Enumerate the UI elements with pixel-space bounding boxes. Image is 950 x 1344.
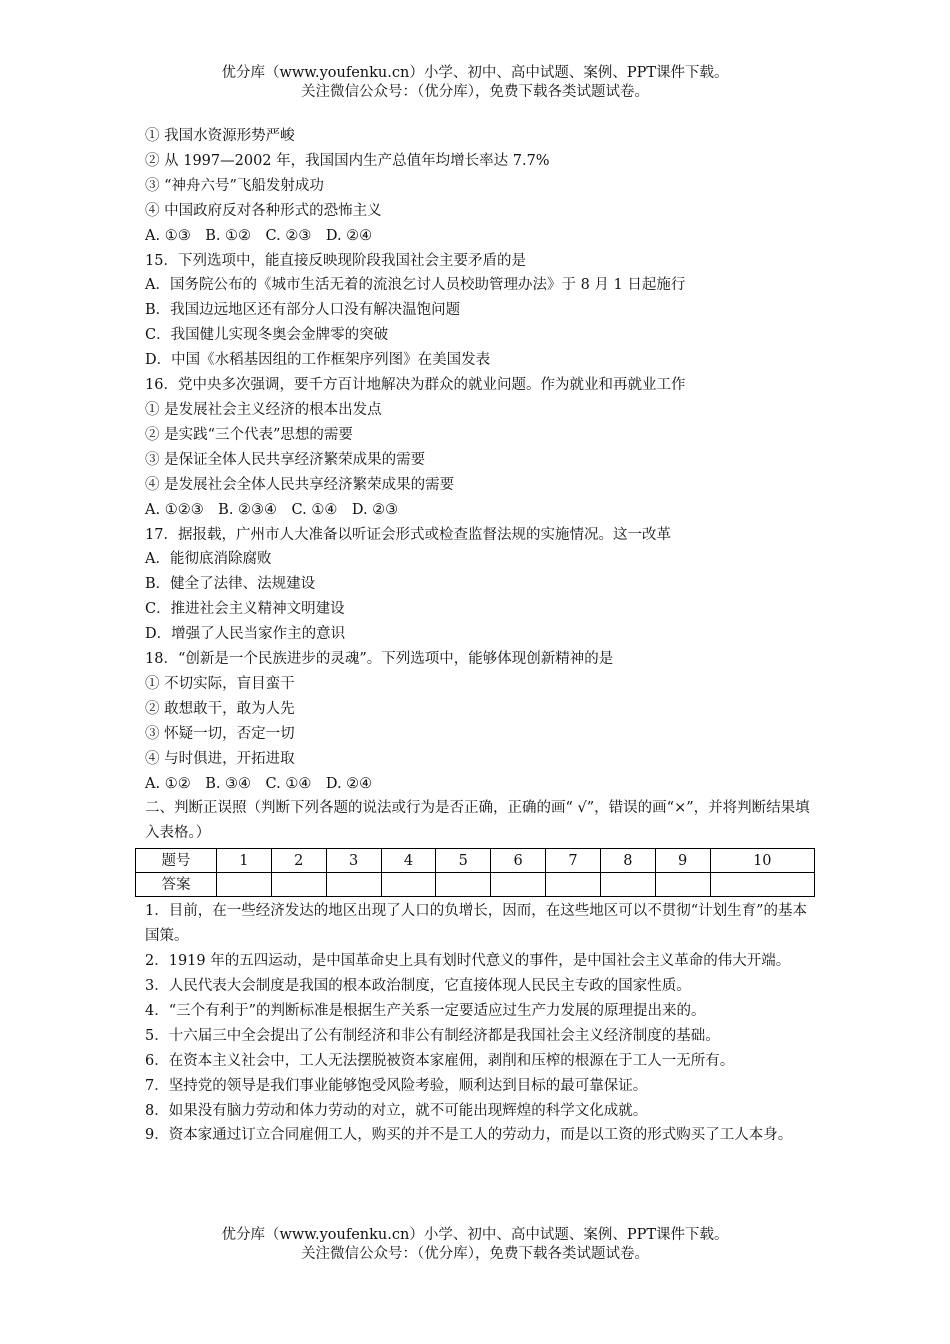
judgment-statement: 2．1919 年的五四运动，是中国革命史上具有划时代意义的事件，是中国社会主义革命的伟大开端。 xyxy=(145,953,791,970)
q15-option: D．中国《水稻基因组的工作框架序列图》在美国发表 xyxy=(145,352,491,369)
q17-option: A．能彻底消除腐败 xyxy=(145,551,272,568)
q14-item: ② 从 1997—2002 年，我国国内生产总值年均增长率达 7.7% xyxy=(145,152,550,169)
answer-cell[interactable] xyxy=(655,873,710,897)
q15-option: A．国务院公布的《城市生活无着的流浪乞讨人员校助管理办法》于 8 月 1 日起施行 xyxy=(145,277,686,294)
judgment-statement: 8．如果没有脑力劳动和体力劳动的对立，就不可能出现辉煌的科学文化成就。 xyxy=(145,1102,648,1119)
question-number-cell: 4 xyxy=(381,849,436,873)
question-number-cell: 5 xyxy=(436,849,491,873)
table-row-label: 题号 xyxy=(136,849,217,873)
q15-option: C．我国健儿实现冬奥会金牌零的突破 xyxy=(145,327,389,344)
q16-item: ① 是发展社会主义经济的根本出发点 xyxy=(145,401,382,418)
q14-choices: A. ①③ B. ①② C. ②③ D. ②④ xyxy=(145,227,373,244)
judgment-statement: 1．目前，在一些经济发达的地区出现了人口的负增长，因而，在这些地区可以不贯彻“计划生育”的基本国策。 xyxy=(145,903,808,945)
judgment-statement: 5．十六届三中全会提出了公有制经济和非公有制经济都是我国社会主义经济制度的基础。 xyxy=(145,1027,720,1044)
answer-cell[interactable] xyxy=(600,873,655,897)
question-number-cell: 9 xyxy=(655,849,710,873)
q17-option: B．健全了法律、法规建设 xyxy=(145,576,316,593)
header-line-1: 优分库（www.youfenku.cn）小学、初中、高中试题、案例、PPT课件下载。 xyxy=(221,65,729,81)
q18-item: ① 不切实际，盲目蛮干 xyxy=(145,675,295,692)
answer-cell[interactable] xyxy=(381,873,436,897)
q16-item: ③ 是保证全体人民共享经济繁荣成果的需要 xyxy=(145,451,426,468)
question-number-cell: 8 xyxy=(600,849,655,873)
judgment-statement: 4．“三个有利于”的判断标准是根据生产关系一定要适应过生产力发展的原理提出来的。 xyxy=(145,1002,706,1019)
answer-cell[interactable] xyxy=(326,873,381,897)
q16-item: ④ 是发展社会全体人民共享经济繁荣成果的需要 xyxy=(145,476,455,493)
answer-table xyxy=(135,848,815,897)
q17-stem: 17．据报载，广州市人大准备以听证会形式或检查监督法规的实施情况。这一改革 xyxy=(145,526,671,543)
judgment-statement: 7．坚持党的领导是我们事业能够饱受风险考验，顺利达到目标的最可靠保证。 xyxy=(145,1077,648,1094)
answer-cell[interactable] xyxy=(546,873,601,897)
question-number-cell: 3 xyxy=(326,849,381,873)
header-line-2: 关注微信公众号：（优分库），免费下载各类试题试卷。 xyxy=(301,84,649,100)
answer-cell[interactable] xyxy=(710,873,814,897)
q18-item: ② 敢想敢干，敢为人先 xyxy=(145,700,295,717)
q16-stem: 16．党中央多次强调，要千方百计地解决为群众的就业问题。作为就业和再就业工作 xyxy=(145,377,686,394)
q14-item: ③ “神舟六号”飞船发射成功 xyxy=(145,177,324,194)
question-number-cell: 1 xyxy=(217,849,272,873)
q14-item: ① 我国水资源形势严峻 xyxy=(145,128,295,144)
question-number-cell: 6 xyxy=(491,849,546,873)
answer-cell[interactable] xyxy=(217,873,272,897)
question-number-cell: 7 xyxy=(546,849,601,873)
q14-item: ④ 中国政府反对各种形式的恐怖主义 xyxy=(145,202,382,219)
judgment-statement: 6．在资本主义社会中，工人无法摆脱被资本家雇佣，剥削和压榨的根源在于工人一无所有。 xyxy=(145,1052,735,1069)
q18-item: ③ 怀疑一切，否定一切 xyxy=(145,725,295,742)
question-number-cell: 10 xyxy=(710,849,814,873)
document-body xyxy=(145,124,820,1148)
q15-stem: 15．下列选项中，能直接反映现阶段我国社会主要矛盾的是 xyxy=(145,252,526,269)
answer-cell[interactable] xyxy=(491,873,546,897)
section2-title: 二、判断正误照（判断下列各题的说法或行为是否正确，正确的画“ √”，错误的画“×”，并将判断结果填入表格。） xyxy=(145,800,810,842)
q15-option: B．我国边远地区还有部分人口没有解决温饱问题 xyxy=(145,302,461,319)
q18-item: ④ 与时俱进，开拓进取 xyxy=(145,750,295,767)
judgment-statement: 9．资本家通过订立合同雇佣工人，购买的并不是工人的劳动力，而是以工资的形式购买了工人本身。 xyxy=(145,1127,793,1144)
footer-line-2: 关注微信公众号：（优分库），免费下载各类试题试卷。 xyxy=(301,1246,649,1262)
page-footer xyxy=(0,1226,950,1264)
q18-choices: A. ①② B. ③④ C. ①④ D. ②④ xyxy=(145,775,373,792)
answer-table-number-row xyxy=(136,849,815,873)
q16-choices: A. ①②③ B. ②③④ C. ①④ D. ②③ xyxy=(145,501,399,518)
table-row-label: 答案 xyxy=(136,873,217,897)
q18-stem: 18．“创新是一个民族进步的灵魂”。下列选项中，能够体现创新精神的是 xyxy=(145,651,614,668)
footer-line-1: 优分库（www.youfenku.cn）小学、初中、高中试题、案例、PPT课件下载。 xyxy=(221,1227,729,1243)
judgment-statement: 3．人民代表大会制度是我国的根本政治制度，它直接体现人民民主专政的国家性质。 xyxy=(145,978,691,994)
answer-cell[interactable] xyxy=(271,873,326,897)
q16-item: ② 是实践“三个代表”思想的需要 xyxy=(145,426,353,443)
question-number-cell: 2 xyxy=(271,849,326,873)
page-header xyxy=(0,64,950,102)
q17-option: D．增强了人民当家作主的意识 xyxy=(145,626,346,643)
answer-cell[interactable] xyxy=(436,873,491,897)
q17-option: C．推进社会主义精神文明建设 xyxy=(145,601,345,618)
answer-table-answer-row xyxy=(136,873,815,897)
